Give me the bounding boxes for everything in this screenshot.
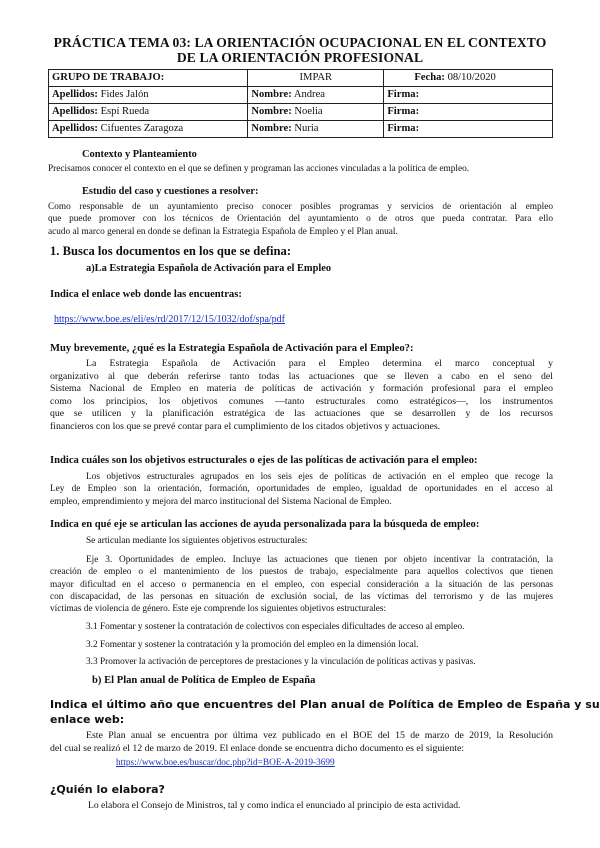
objetivos-line: Los objetivos estructurales agrupados en los seis ejes de políticas de activación en el empleo que recoge la (86, 472, 553, 482)
eje-paragraph (50, 554, 553, 615)
estudio-line: que puede promover con los técnicos de Orientación del ayuntamiento o de otros que pueda contratar. Para ello (48, 214, 553, 225)
page-title (30, 35, 570, 65)
breve-paragraph (50, 358, 553, 434)
breve-line: que se utilicen y la planificación estratégica de las actuaciones que se desarrollen y de los recursos (50, 408, 553, 420)
firma-cell (384, 104, 553, 121)
eje-line: creación de empleo o el mantenimiento de los puestos de trabajo, especialmente para aquellos colectivos que tienen (50, 567, 553, 578)
section-1-heading: 1. Busca los documentos en los que se defina: (50, 244, 292, 258)
nombre-value: Nuria (294, 123, 319, 134)
quien-text: Lo elabora el Consejo de Ministros, tal y como indica el enunciado al principio de esta actividad. (88, 800, 461, 811)
eje-line: Eje 3. Oportunidades de empleo. Incluye las actuaciones que tienen por objeto incentivar la contratación, la (86, 555, 553, 565)
firma-label: Firma: (387, 89, 420, 100)
estudio-line: acudo al marco general en donde se definan la Estrategia Española de Empleo y el Plan anual. (48, 226, 398, 237)
apellidos-cell (49, 121, 248, 138)
eje-item: 3.2 Fomentar y sostener la contratación y la promoción del empleo en la dimensión local. (86, 640, 419, 650)
estudio-line: Como responsable de un ayuntamiento preciso conocer posibles programas y servicios de orientación al empleo (48, 202, 553, 212)
apellidos-value: Espí Rueda (100, 106, 150, 117)
firma-cell (384, 121, 553, 138)
estrategia-link[interactable]: https://www.boe.es/eli/es/rd/2017/12/15/1032/dof/spa/pdf (54, 314, 285, 325)
grupo-value-cell (248, 70, 384, 87)
apellidos-value: Cifuentes Zaragoza (100, 123, 184, 134)
nombre-cell (248, 104, 384, 121)
contexto-text: Precisamos conocer el contexto en el que se definen y programan las acciones vinculadas a la política de empleo. (48, 164, 470, 174)
estudio-heading: Estudio del caso y cuestiones a resolver: (82, 186, 259, 197)
objetivos-line: Ley de Empleo son la orientación, formación, oportunidades de empleo, igualdad de oportunidades en el acceso al (50, 484, 553, 495)
objetivos-line: empleo, emprendimiento y mejora del marco institucional del Sistema Nacional de Empleo. (50, 496, 392, 507)
enlace-question: Indica el enlace web donde las encuentras: (50, 289, 242, 300)
breve-line: financieros con los que se prevé contar para el cumplimiento de los citados objetivos y actuaciones. (50, 420, 441, 432)
breve-line: Sistema Nacional de Empleo en materia de políticas de activación y formación profesional para el empleo (50, 383, 553, 395)
grupo-value: IMPAR (299, 72, 333, 83)
apellidos-label: Apellidos: (52, 123, 98, 134)
nombre-cell (248, 87, 384, 104)
eje-item: 3.3 Promover la activación de perceptores de prestaciones y la vinculación de políticas activas y pasivas. (86, 657, 476, 667)
grupo-label: GRUPO DE TRABAJO: (52, 72, 165, 83)
eje-intro: Se articulan mediante los siguientes objetivos estructurales: (86, 536, 308, 546)
fecha-value: 08/10/2020 (447, 72, 496, 83)
plan-line: Este Plan anual se encuentra por última vez publicado en el BOE del 15 de marzo de 2019, la Resolución (86, 730, 553, 741)
fecha-label: Fecha: (414, 72, 445, 83)
apellidos-value: Fides Jalón (100, 89, 149, 100)
nombre-label: Nombre: (251, 89, 292, 100)
eje-line: mayor dificultad en el acceso o permanencia en el empleo, con especial consideración a la situación de las personas (50, 579, 553, 590)
apellidos-cell (49, 87, 248, 104)
estudio-paragraph (48, 201, 553, 238)
plan-paragraph (50, 730, 553, 755)
firma-label: Firma: (387, 123, 420, 134)
grupo-cell (49, 70, 248, 87)
apellidos-label: Apellidos: (52, 89, 98, 100)
info-row-group (49, 70, 553, 87)
ultimo-question-line-1: Indica el último año que encuentres del Plan anual de Política de Empleo de España y su (50, 698, 600, 711)
eje-line: víctimas de violencia de género. Este eje comprende los siguientes objetivos estructurales: (50, 604, 387, 615)
section-a-heading: a)La Estrategia Española de Activación para el Empleo (86, 263, 332, 274)
apellidos-label: Apellidos: (52, 106, 98, 117)
breve-line: organizativo al que deberán referirse tanto todas las actuaciones que se lleven a cabo en el seno del (50, 370, 553, 382)
objetivos-paragraph (50, 471, 553, 508)
info-row (49, 104, 553, 121)
apellidos-cell (49, 104, 248, 121)
title-line-2: DE LA ORIENTACIÓN PROFESIONAL (176, 50, 424, 65)
nombre-label: Nombre: (251, 123, 292, 134)
plan-link[interactable]: https://www.boe.es/buscar/doc.php?id=BOE-A-2019-3699 (116, 758, 335, 768)
nombre-value: Andrea (293, 89, 325, 100)
info-table (48, 69, 553, 138)
contexto-heading: Contexto y Planteamiento (82, 149, 197, 160)
breve-line: La Estrategia Española de Activación para el Empleo determina el marco conceptual y (86, 358, 553, 369)
nombre-value: Noelia (294, 106, 323, 117)
firma-cell (384, 87, 553, 104)
eje-question: Indica en qué eje se articulan las acciones de ayuda personalizada para la búsqueda de empleo: (50, 519, 480, 530)
quien-question: ¿Quién lo elabora? (50, 783, 165, 796)
firma-label: Firma: (387, 106, 420, 117)
eje-line: con discapacidad, de las personas en situación de exclusión social, de las víctimas del terrorismo y de las mujeres (50, 591, 553, 602)
info-row (49, 87, 553, 104)
section-b-heading: b) El Plan anual de Política de Empleo de España (92, 675, 316, 686)
breve-question: Muy brevemente, ¿qué es la Estrategia Española de Activación para el Empleo?: (50, 343, 414, 354)
fecha-cell (384, 70, 553, 87)
eje-item: 3.1 Fomentar y sostener la contratación de colectivos con especiales dificultades de acceso al empleo. (86, 622, 465, 632)
plan-line: del cual se realizó el 12 de marzo de 2019. El enlace donde se encuentra dicho documento es el siguiente: (50, 742, 465, 754)
info-row (49, 121, 553, 138)
ultimo-question-line-2: enlace web: (50, 713, 125, 726)
breve-line: como los principios, los objetivos comunes —tanto estructurales como estratégicos—, los instrumentos (50, 395, 553, 407)
objetivos-question: Indica cuáles son los objetivos estructurales o ejes de las políticas de activación para el empleo: (50, 455, 478, 466)
nombre-label: Nombre: (251, 106, 292, 117)
nombre-cell (248, 121, 384, 138)
title-line-1: PRÁCTICA TEMA 03: LA ORIENTACIÓN OCUPACIONAL EN EL CONTEXTO (53, 35, 547, 50)
